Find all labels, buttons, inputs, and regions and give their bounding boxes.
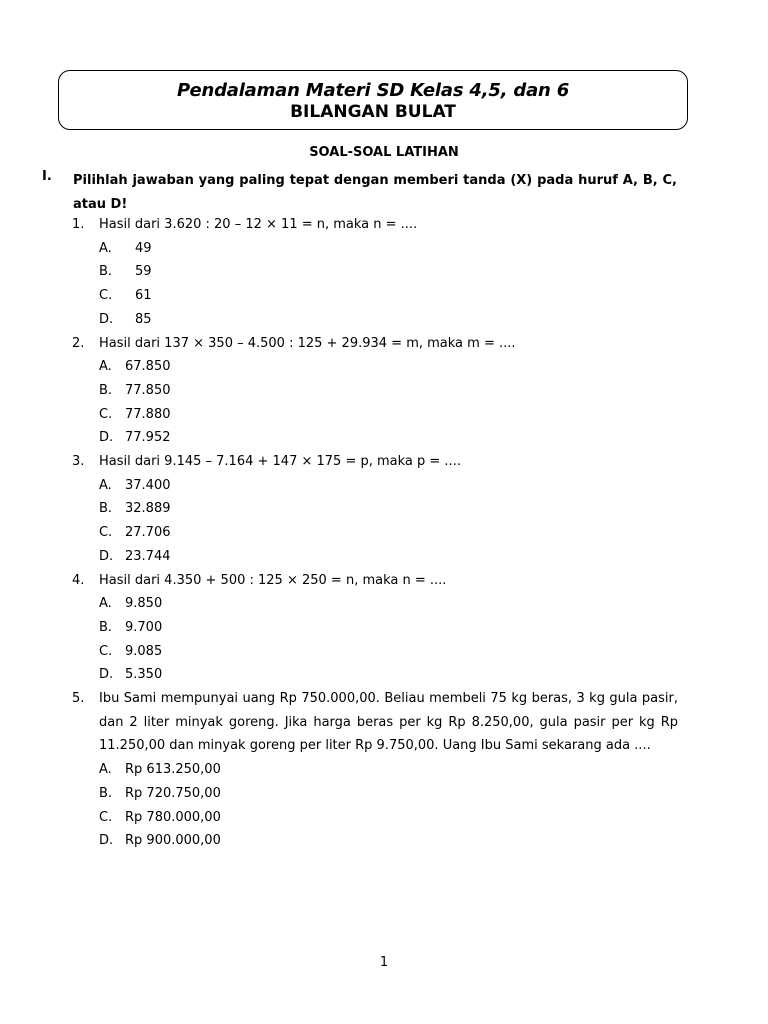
choice-letter: B. bbox=[99, 501, 113, 517]
page-number: 1 bbox=[379, 955, 389, 970]
choice-option[interactable] bbox=[99, 521, 678, 545]
header-box bbox=[58, 70, 688, 130]
question-number: 1. bbox=[72, 217, 85, 232]
question-number: 5. bbox=[72, 691, 85, 707]
choice-option[interactable] bbox=[99, 663, 678, 687]
choice-value: 9.085 bbox=[125, 643, 163, 659]
document-subtitle: BILANGAN BULAT bbox=[290, 102, 456, 122]
question-text: Ibu Sami mempunyai uang Rp 750.000,00. Beliau membeli 75 kg beras, 3 kg gula pasir, dan 2 liter minyak goreng. Jika harga beras per kg Rp 8.250,00, gula pasir per kg Rp 11.250,00 dan minyak goreng per liter Rp 9.750,00. Uang Ibu Sami sekarang ada .... bbox=[99, 691, 678, 754]
choice-value: 9.700 bbox=[125, 619, 163, 635]
choice-option[interactable] bbox=[99, 806, 678, 830]
choice-value: Rp 780.000,00 bbox=[125, 809, 221, 825]
question-number: 4. bbox=[72, 572, 85, 588]
choice-value: 61 bbox=[135, 288, 152, 304]
choice-option[interactable] bbox=[99, 237, 678, 261]
choice-option[interactable] bbox=[99, 782, 678, 806]
question-5 bbox=[72, 687, 678, 853]
choice-letter: A. bbox=[99, 359, 112, 375]
question-4 bbox=[72, 569, 678, 688]
choice-letter: C. bbox=[99, 525, 113, 541]
choice-letter: D. bbox=[99, 430, 114, 446]
choice-option[interactable] bbox=[99, 379, 678, 403]
question-3 bbox=[72, 450, 678, 569]
document-title: Pendalaman Materi SD Kelas 4,5, dan 6 bbox=[176, 80, 570, 101]
choice-letter: A. bbox=[99, 240, 112, 256]
choice-value: 23.744 bbox=[125, 548, 171, 564]
choice-option[interactable] bbox=[99, 355, 678, 379]
question-1 bbox=[72, 213, 678, 332]
choice-list bbox=[99, 474, 678, 569]
section-title: SOAL-SOAL LATIHAN bbox=[309, 145, 459, 160]
choice-option[interactable] bbox=[99, 758, 678, 782]
choice-option[interactable] bbox=[99, 403, 678, 427]
choice-option[interactable] bbox=[99, 497, 678, 521]
choice-value: 49 bbox=[135, 240, 152, 256]
choice-letter: B. bbox=[99, 785, 113, 801]
choice-list bbox=[99, 237, 678, 332]
choice-option[interactable] bbox=[99, 545, 678, 569]
question-2 bbox=[72, 332, 678, 451]
question-number: 2. bbox=[72, 335, 85, 351]
choice-list bbox=[99, 758, 678, 853]
choice-value: 9.850 bbox=[125, 596, 163, 612]
choice-value: 37.400 bbox=[125, 477, 171, 493]
choice-option[interactable] bbox=[99, 308, 678, 332]
question-text: Hasil dari 3.620 : 20 – 12 × 11 = n, maka n = .... bbox=[99, 217, 418, 232]
choice-letter: B. bbox=[99, 619, 113, 635]
choice-value: 77.850 bbox=[125, 382, 171, 398]
instruction-number: I. bbox=[42, 169, 52, 184]
question-number: 3. bbox=[72, 454, 85, 470]
choice-value: 27.706 bbox=[125, 525, 171, 541]
choice-option[interactable] bbox=[99, 474, 678, 498]
choice-letter: A. bbox=[99, 762, 112, 778]
choice-letter: D. bbox=[99, 833, 114, 849]
choice-value: 32.889 bbox=[125, 501, 171, 517]
choice-value: 85 bbox=[135, 311, 152, 327]
question-text: Hasil dari 4.350 + 500 : 125 × 250 = n, maka n = .... bbox=[99, 572, 447, 588]
question-list bbox=[72, 213, 678, 853]
choice-letter: D. bbox=[99, 548, 114, 564]
choice-list bbox=[99, 355, 678, 450]
choice-list bbox=[99, 592, 678, 687]
choice-option[interactable] bbox=[99, 829, 678, 853]
choice-letter: C. bbox=[99, 288, 113, 304]
choice-letter: C. bbox=[99, 809, 113, 825]
choice-option[interactable] bbox=[99, 260, 678, 284]
choice-letter: D. bbox=[99, 311, 114, 327]
choice-value: 67.850 bbox=[125, 359, 171, 375]
question-text: Hasil dari 137 × 350 – 4.500 : 125 + 29.934 = m, maka m = .... bbox=[99, 335, 516, 351]
question-text: Hasil dari 9.145 – 7.164 + 147 × 175 = p, maka p = .... bbox=[99, 454, 461, 470]
instruction-text: Pilihlah jawaban yang paling tepat dengan memberi tanda (X) pada huruf A, B, C, atau D! bbox=[73, 173, 677, 212]
choice-letter: D. bbox=[99, 667, 114, 683]
choice-letter: A. bbox=[99, 477, 112, 493]
choice-letter: B. bbox=[99, 382, 113, 398]
choice-value: Rp 613.250,00 bbox=[125, 762, 221, 778]
choice-value: 77.880 bbox=[125, 406, 171, 422]
choice-option[interactable] bbox=[99, 592, 678, 616]
choice-option[interactable] bbox=[99, 616, 678, 640]
choice-value: Rp 720.750,00 bbox=[125, 785, 221, 801]
choice-value: 59 bbox=[135, 264, 152, 280]
choice-letter: C. bbox=[99, 406, 113, 422]
choice-option[interactable] bbox=[99, 426, 678, 450]
choice-letter: B. bbox=[99, 264, 113, 280]
choice-option[interactable] bbox=[99, 284, 678, 308]
choice-letter: A. bbox=[99, 596, 112, 612]
choice-option[interactable] bbox=[99, 640, 678, 664]
choice-value: 77.952 bbox=[125, 430, 171, 446]
choice-letter: C. bbox=[99, 643, 113, 659]
choice-value: Rp 900.000,00 bbox=[125, 833, 221, 849]
choice-value: 5.350 bbox=[125, 667, 163, 683]
